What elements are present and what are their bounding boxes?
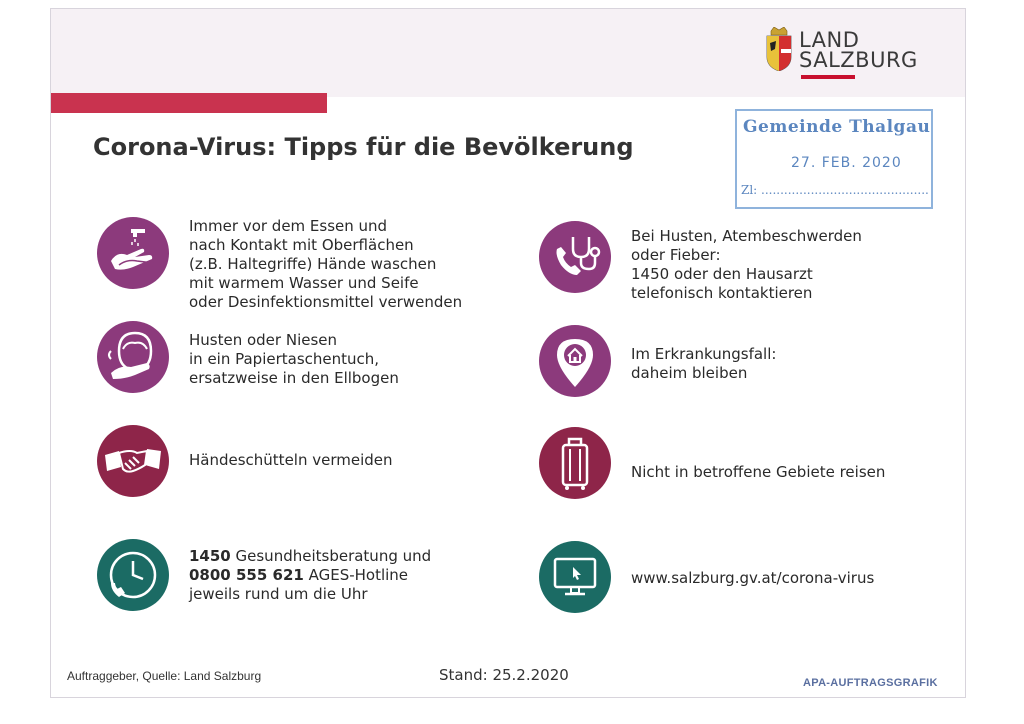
hotline-label-1: Gesundheitsberatung und (230, 547, 432, 565)
text-line: Im Erkrankungsfall: (631, 345, 777, 363)
tip-no-handshake (97, 425, 517, 501)
hotline-number-1450: 1450 (189, 547, 231, 565)
text-line: daheim bleiben (631, 364, 748, 382)
text-line: Nicht in betroffene Gebiete reisen (631, 463, 886, 481)
hotline-line-3: jeweils rund um die Uhr (189, 585, 368, 603)
accent-bar (51, 93, 327, 113)
tip-cough (97, 321, 517, 401)
tip-no-travel (539, 427, 939, 503)
received-stamp (735, 109, 933, 209)
hotline-number-ages: 0800 555 621 (189, 566, 304, 584)
tip-handwashing (97, 217, 517, 317)
cough-icon (97, 321, 169, 393)
tip-symptoms-text (631, 227, 862, 303)
text-line: (z.B. Haltegriffe) Hände waschen (189, 255, 437, 273)
text-line: telefonisch kontaktieren (631, 284, 813, 302)
phone-stethoscope-icon (539, 221, 611, 293)
tip-no-handshake-text (189, 451, 393, 470)
text-line: Bei Husten, Atembeschwerden (631, 227, 862, 245)
tip-handwashing-text (189, 217, 462, 312)
tip-stay-home (539, 325, 939, 405)
tip-symptoms (539, 221, 939, 311)
hotline-label-2: AGES-Hotline (303, 566, 409, 584)
handshake-icon (97, 425, 169, 497)
text-line: oder Fieber: (631, 246, 721, 264)
text-line: 1450 oder den Hausarzt (631, 265, 813, 283)
footer-agency: APA-AUFTRAGSGRAFIK (803, 677, 938, 689)
land-salzburg-logo (765, 27, 935, 83)
website-url[interactable]: www.salzburg.gv.at/corona-virus (631, 569, 875, 587)
hotline-line-1 (189, 547, 431, 566)
hotline-line-2 (189, 566, 431, 585)
stamp-heading: Gemeinde Thalgau (743, 117, 931, 137)
text-line: Husten oder Niesen (189, 331, 338, 349)
logo-line-land: LAND (799, 28, 860, 52)
tip-hotlines-text (189, 547, 431, 604)
text-line: nach Kontakt mit Oberflächen (189, 236, 414, 254)
page-title: Corona-Virus: Tipps für die Bevölkerung (93, 133, 634, 161)
text-line: oder Desinfektionsmittel verwenden (189, 293, 463, 311)
infographic-sheet (50, 8, 966, 698)
footer-source: Auftraggeber, Quelle: Land Salzburg (67, 669, 262, 683)
handwash-icon (97, 217, 169, 289)
tip-cough-text (189, 331, 399, 388)
tip-hotlines (97, 539, 517, 615)
logo-underline (801, 75, 855, 79)
text-line: in ein Papiertaschentuch, (189, 350, 380, 368)
tip-stay-home-text (631, 345, 776, 383)
text-line: mit warmem Wasser und Seife (189, 274, 419, 292)
text-line: Immer vor dem Essen und (189, 217, 388, 235)
luggage-icon (539, 427, 611, 499)
salzburg-crest-icon (765, 27, 793, 71)
tip-no-travel-text (631, 463, 885, 482)
footer-stand-date: Stand: 25.2.2020 (439, 666, 569, 684)
stamp-date: 27. FEB. 2020 (791, 155, 902, 171)
home-pin-icon (539, 325, 611, 397)
logo-line-salzburg: SALZBURG (799, 48, 918, 72)
text-line: ersatzweise in den Ellbogen (189, 369, 399, 387)
clock-phone-icon (97, 539, 169, 611)
text-line: Händeschütteln vermeiden (189, 451, 393, 469)
tip-website (539, 541, 939, 617)
stamp-reference: Zl: ............................................ (741, 183, 929, 197)
computer-monitor-icon (539, 541, 611, 613)
tip-website-text (631, 569, 874, 588)
